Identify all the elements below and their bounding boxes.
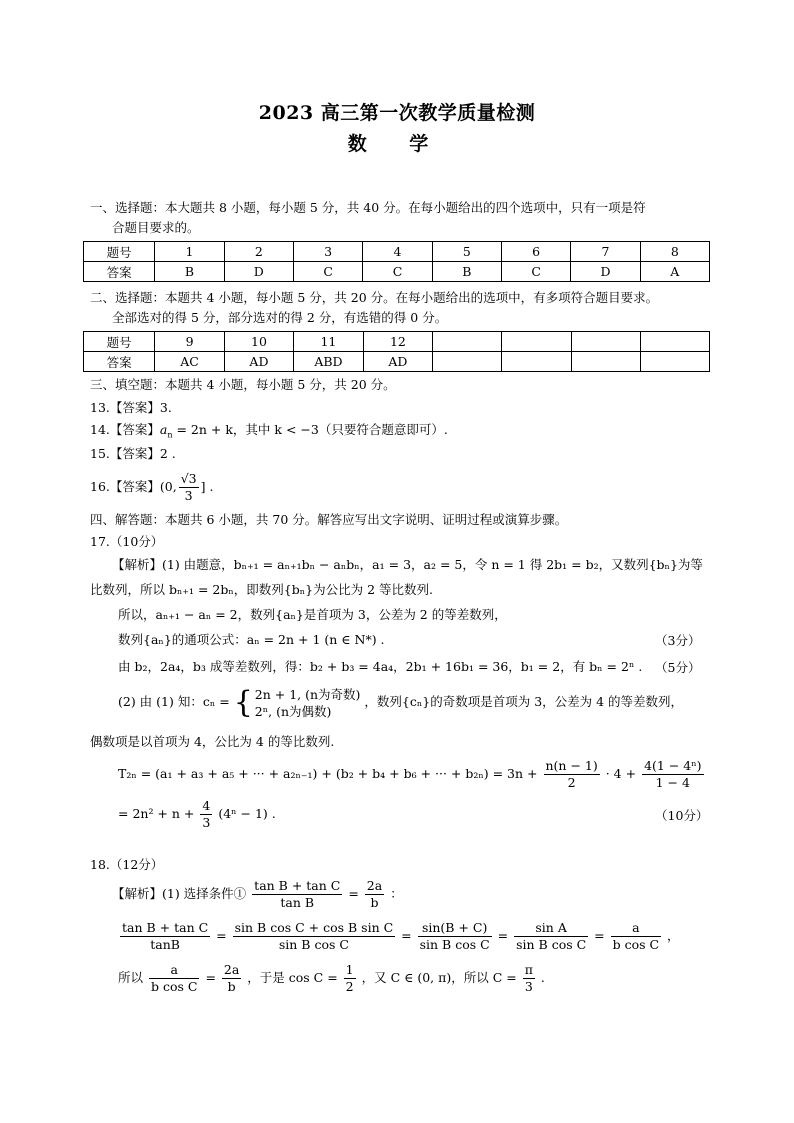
- q17-line-8-pre: T₂ₙ = (a₁ + a₃ + a₅ + ··· + a₂ₙ₋₁) + (b₂ + b₄ + b₆ + ··· + b₂ₙ) = 3n +: [118, 766, 538, 781]
- table-cell: 8: [640, 242, 709, 262]
- q17-line-8-mid: · 4 +: [605, 766, 637, 781]
- case-even: 2ⁿ, (n为偶数): [254, 703, 332, 719]
- table-cell: [640, 332, 709, 352]
- table-cell: 1: [155, 242, 224, 262]
- case-odd: 2n + 1, (n为奇数): [254, 686, 361, 702]
- q17-line-6-post: ，数列{cₙ}的奇数项是首项为 3，公差为 4 的等差数列，: [364, 694, 684, 709]
- fraction-numerator: 4(1 − 4ⁿ): [644, 758, 702, 773]
- fraction: [514, 920, 588, 953]
- q17-score-3: （10分）: [655, 808, 709, 823]
- fraction-denominator: 1 − 4: [655, 775, 690, 790]
- fraction-numerator: sin B cos C + cos B sin C: [234, 920, 394, 935]
- q17-line-1: 【解析】(1) 由题意，bₙ₊₁ = aₙ₊₁bₙ − aₙbₙ，a₁ = 3，a₂ = 5，令 n = 1 得 2b₁ = b₂，又数列{bₙ}为等: [112, 557, 703, 572]
- answer-16-suffix: ] .: [200, 479, 214, 494]
- table-row: [84, 352, 710, 372]
- fraction: [418, 920, 492, 953]
- table-cell: 答案: [84, 262, 155, 282]
- answer-14: [90, 421, 448, 445]
- table-cell: 2: [224, 242, 293, 262]
- equals-sign: =: [348, 886, 359, 901]
- fraction-denominator: sin B cos C: [278, 937, 349, 952]
- table-cell: 12: [363, 332, 432, 352]
- table-row: [84, 332, 710, 352]
- table-cell: D: [224, 262, 293, 282]
- q17-heading: 17.（10分）: [90, 534, 164, 549]
- section2-answer-table: [83, 331, 710, 372]
- fraction-numerator: a: [149, 962, 199, 979]
- fraction: [149, 962, 199, 995]
- fraction: [611, 920, 661, 953]
- table-cell: A: [640, 262, 709, 282]
- table-cell: C: [363, 262, 432, 282]
- fraction: [233, 920, 396, 953]
- table-cell: C: [293, 262, 362, 282]
- q18-line-2: $\frac{\text{tan B + tan C}}{\tan B}$ = $\frac{\text{sin B cos C + cos B sin C}}{\text{sin B cos C}}$ = $\frac{\sin(B + C)}{\text{sin B cos C}}$ = $\frac{\text{sin A}}{\text{sin B cos C}}$ = $\frac{a}{\text{b cos C}}$ ，: [122, 920, 680, 952]
- fraction: [200, 798, 212, 831]
- table-cell: 题号: [84, 242, 155, 262]
- section2-heading: 二、选择题：本题共 4 小题，每小题 5 分，共 20 分。在每小题给出的选项中，有多项符合题目要求。: [90, 290, 659, 305]
- q18-line-1: [112, 876, 403, 912]
- section2-heading-cont: 全部选对的得 5 分，部分选对的得 2 分，有选错的得 0 分。: [112, 310, 448, 325]
- table-cell: 6: [501, 242, 570, 262]
- fraction-denominator: b: [370, 895, 379, 910]
- fraction-numerator: 2a: [366, 878, 383, 893]
- fraction-numerator: a: [611, 920, 661, 937]
- table-cell: [571, 352, 640, 372]
- table-cell: 题号: [84, 332, 155, 352]
- table-cell: [571, 332, 640, 352]
- fraction-denominator: b cos C: [612, 937, 660, 952]
- piecewise-cases: [255, 686, 361, 720]
- table-cell: 7: [571, 242, 640, 262]
- answer-16: [90, 470, 213, 504]
- table-cell: 10: [224, 332, 293, 352]
- q18-heading: 18.（12分）: [90, 857, 164, 872]
- table-cell: C: [501, 262, 570, 282]
- fraction-numerator: 1: [345, 962, 354, 977]
- fraction-denominator: sin B cos C: [516, 937, 587, 952]
- fraction-denominator: tan B: [280, 895, 315, 910]
- fraction-denominator: 2: [567, 775, 576, 790]
- fraction-denominator: 3: [524, 979, 533, 994]
- table-cell: B: [432, 262, 501, 282]
- fraction-numerator: sin(B + C): [418, 920, 492, 937]
- left-brace-icon: {: [233, 684, 253, 720]
- q17-line-8: [118, 756, 706, 792]
- section4-heading: 四、解答题：本题共 6 小题，共 70 分。解答应写出文字说明、证明过程或演算步骤。: [90, 512, 568, 527]
- answer-13: 13.【答案】3.: [90, 400, 172, 415]
- table-cell: ABD: [294, 352, 364, 372]
- fraction: [252, 878, 342, 911]
- fraction-denominator: 2: [345, 979, 354, 994]
- fraction-numerator: tan B + tan C: [122, 920, 209, 935]
- fraction-numerator: tan B + tan C: [254, 878, 341, 893]
- q18-line-1-post: ：: [390, 886, 403, 901]
- answer-16-fraction: [179, 471, 199, 504]
- section1-answer-table: [83, 241, 710, 282]
- q17-line-2: 比数列，所以 bₙ₊₁ = 2bₙ，即数列{bₙ}为公比为 2 等比数列.: [90, 582, 433, 597]
- answer-16-prefix: 16.【答案】(0,: [90, 479, 177, 494]
- fraction: [365, 878, 384, 911]
- table-row: [84, 262, 710, 282]
- table-cell: AD: [363, 352, 432, 372]
- answer-14-rest: = 2n + k，其中 k < −3（只要符合题意即可）.: [172, 422, 448, 437]
- q18-line-3: 所以 $\frac{a}{\text{b cos C}}$ = $\frac{2a}{b}$ ，于是 cos C = $\frac{1}{2}$ ，又 C ∈ (0, π)，所以 C = $\frac{\pi}{3}$ .: [118, 962, 545, 994]
- table-cell: 答案: [84, 352, 155, 372]
- fraction-numerator: π: [524, 962, 533, 977]
- table-row: [84, 242, 710, 262]
- fraction-denominator: 3: [202, 815, 211, 830]
- q17-line-7: 偶数项是以首项为 4，公比为 4 的等比数列.: [90, 734, 335, 749]
- answer-14-prefix: 14.【答案】: [90, 422, 160, 437]
- table-cell: [640, 352, 709, 372]
- q17-line-9-pre: = 2n² + n +: [118, 806, 195, 821]
- fraction: [344, 962, 356, 995]
- fraction-denominator: b: [227, 979, 236, 994]
- q18-line-3-post: .: [540, 970, 545, 985]
- table-cell: D: [571, 262, 640, 282]
- fraction-numerator: 2a: [223, 962, 240, 977]
- fraction-numerator: n(n − 1): [545, 758, 598, 773]
- fraction-denominator: 3: [184, 488, 193, 503]
- q17-line-4: 数列{aₙ}的通项公式：aₙ = 2n + 1 (n ∈ N*) .: [118, 632, 385, 647]
- table-cell: 9: [155, 332, 224, 352]
- fraction-denominator: sin B cos C: [419, 937, 490, 952]
- table-cell: [502, 332, 571, 352]
- table-cell: 11: [294, 332, 364, 352]
- table-cell: [502, 352, 571, 372]
- fraction-numerator: √3: [180, 471, 197, 486]
- table-cell: AD: [224, 352, 293, 372]
- table-cell: [433, 352, 502, 372]
- answer-15: 15.【答案】2 .: [90, 446, 176, 461]
- q17-line-6-pre: (2) 由 (1) 知：cₙ =: [118, 694, 230, 709]
- section1-heading: 一、选择题：本大题共 8 小题，每小题 5 分，共 40 分。在每小题给出的四个选项中，只有一项是符: [90, 200, 646, 215]
- table-cell: 3: [293, 242, 362, 262]
- q17-line-9-post: (4ⁿ − 1) .: [218, 806, 276, 821]
- q17-score-1: （3分）: [655, 633, 701, 648]
- table-cell: 5: [432, 242, 501, 262]
- q18-line-3-mid2: ，又 C ∈ (0, π)，所以 C =: [361, 970, 517, 985]
- q18-line-3-mid: ，于是 cos C =: [247, 970, 338, 985]
- section1-heading-cont: 合题目要求的。: [112, 220, 200, 235]
- q18-line-1-pre: 【解析】(1) 选择条件①: [112, 886, 247, 901]
- section3-heading: 三、填空题：本题共 4 小题，每小题 5 分，共 20 分。: [90, 377, 396, 392]
- q17-score-2: （5分）: [655, 660, 701, 675]
- fraction: [523, 962, 535, 995]
- table-cell: B: [155, 262, 224, 282]
- q17-line-5: 由 b₂，2a₄，b₃ 成等差数列，得：b₂ + b₃ = 4a₄，2b₁ + 16b₁ = 36，b₁ = 2，有 bₙ = 2ⁿ .: [118, 659, 643, 674]
- fraction: [222, 962, 241, 995]
- page-title: 2023 高三第一次教学质量检测: [258, 102, 536, 124]
- answer-14-var: a: [159, 422, 168, 437]
- fraction: [642, 758, 703, 791]
- q17-line-9: [118, 796, 276, 832]
- fraction-numerator: 4: [202, 798, 211, 813]
- table-cell: AC: [155, 352, 224, 372]
- fraction: [544, 758, 600, 791]
- subject-title: 数 学: [347, 133, 447, 155]
- table-cell: 4: [363, 242, 432, 262]
- q18-line-3-pre: 所以: [118, 970, 144, 985]
- fraction-numerator: sin A: [514, 920, 588, 937]
- fraction: [120, 920, 210, 953]
- fraction-denominator: tanB: [150, 937, 180, 952]
- q17-line-6: [118, 684, 683, 720]
- table-cell: [433, 332, 502, 352]
- q17-line-3: 所以，aₙ₊₁ − aₙ = 2，数列{aₙ}是首项为 3，公差为 2 的等差数列，: [118, 607, 507, 622]
- fraction-denominator: b cos C: [151, 979, 198, 994]
- answer-14-sub: n: [167, 430, 173, 440]
